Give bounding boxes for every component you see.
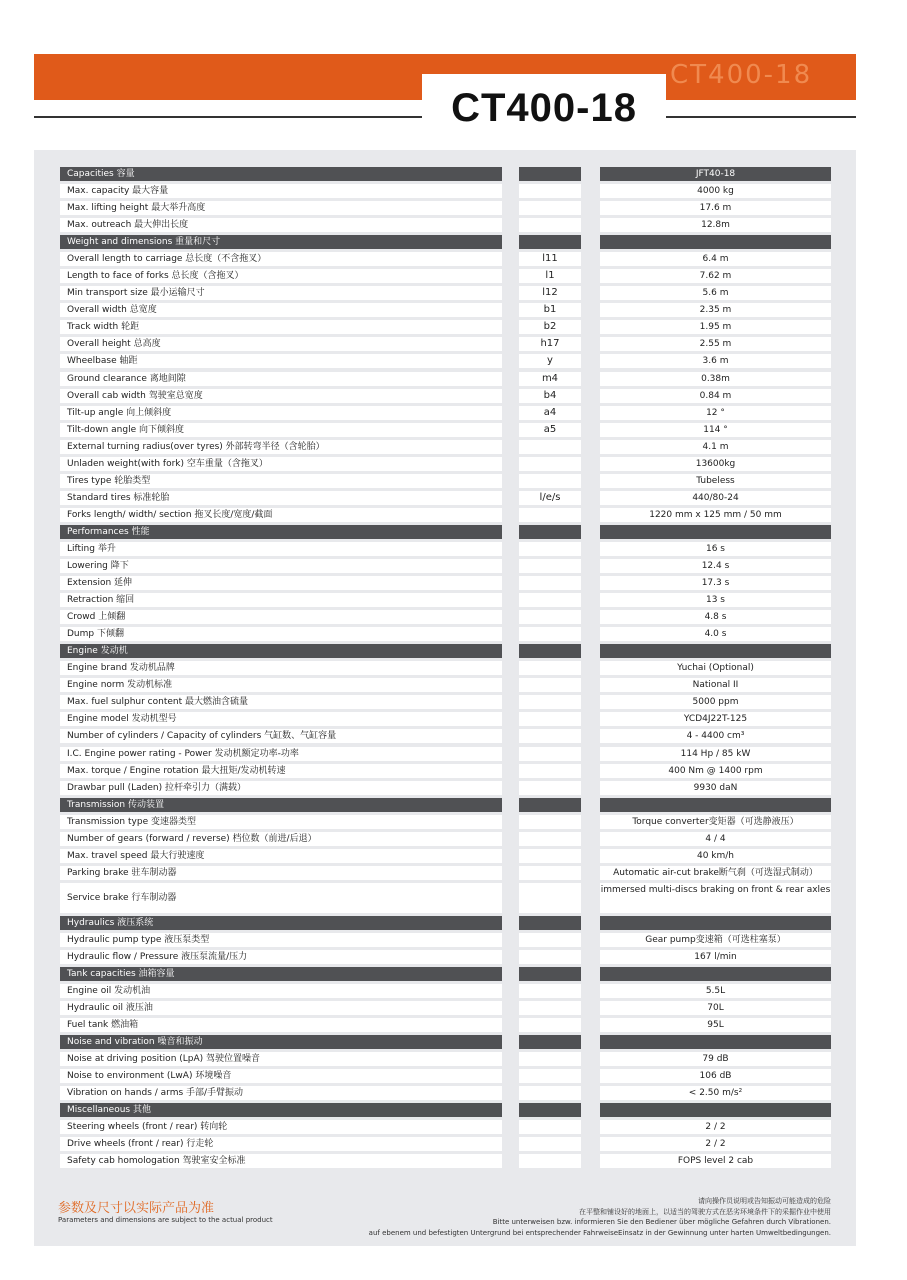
spec-value: 6.4 m — [600, 252, 831, 266]
spec-label: Unladen weight(with fork) 空车重量（含拖叉） — [60, 457, 502, 471]
spec-row — [0, 218, 907, 232]
spec-symbol — [519, 764, 581, 778]
spec-label: Max. torque / Engine rotation 最大扭矩/发动机转速 — [60, 764, 502, 778]
spec-row — [0, 576, 907, 590]
spec-label: Ground clearance 离地间隙 — [60, 372, 502, 386]
spec-row — [0, 508, 907, 522]
spec-value: 167 l/min — [600, 950, 831, 964]
spec-row — [0, 661, 907, 675]
spec-value: 79 dB — [600, 1052, 831, 1066]
spec-row — [0, 286, 907, 300]
spec-row — [0, 627, 907, 641]
spec-symbol — [519, 866, 581, 880]
spec-row — [0, 337, 907, 351]
spec-symbol — [519, 610, 581, 624]
spec-value: 95L — [600, 1018, 831, 1032]
spec-row — [0, 950, 907, 964]
spec-label: External turning radius(over tyres) 外部转弯半径（含轮胎） — [60, 440, 502, 454]
spec-row — [0, 389, 907, 403]
spec-row — [0, 815, 907, 829]
spec-value: YCD4J22T-125 — [600, 712, 831, 726]
spec-row — [0, 269, 907, 283]
section-header — [0, 235, 907, 249]
spec-row — [0, 695, 907, 709]
spec-label: Min transport size 最小运输尺寸 — [60, 286, 502, 300]
spec-value: < 2.50 m/s² — [600, 1086, 831, 1100]
spec-label: Parking brake 驻车制动器 — [60, 866, 502, 880]
spec-row — [0, 1069, 907, 1083]
section-label: Engine 发动机 — [60, 644, 502, 658]
header-ghost-model-text: CT400-18 — [670, 60, 813, 90]
spec-symbol: y — [519, 354, 581, 368]
spec-row — [0, 252, 907, 266]
spec-label: Forks length/ width/ section 拖叉长度/宽度/截面 — [60, 508, 502, 522]
spec-value: 1220 mm x 125 mm / 50 mm — [600, 508, 831, 522]
section-symbol — [519, 525, 581, 539]
spec-value: Gear pump变速箱（可选柱塞泵） — [600, 933, 831, 947]
spec-row — [0, 1018, 907, 1032]
section-value — [600, 525, 831, 539]
section-symbol — [519, 167, 581, 181]
spec-row — [0, 866, 907, 880]
spec-label: I.C. Engine power rating - Power 发动机额定功率-功率 — [60, 747, 502, 761]
spec-symbol — [519, 832, 581, 846]
footer-warning-cn-2: 在平整和铺设好的地面上，以适当的驾驶方式在恶劣环境条件下的采掘作业中使用 — [579, 1208, 831, 1216]
spec-row — [0, 559, 907, 573]
spec-value: immersed multi-discs braking on front & rear axles — [600, 883, 831, 913]
spec-row — [0, 678, 907, 692]
spec-symbol — [519, 1052, 581, 1066]
spec-label: Number of cylinders / Capacity of cylinders 气缸数、气缸容量 — [60, 729, 502, 743]
spec-value: 13 s — [600, 593, 831, 607]
spec-symbol — [519, 849, 581, 863]
section-symbol — [519, 1035, 581, 1049]
spec-label: Crowd 上倾翻 — [60, 610, 502, 624]
spec-label: Engine norm 发动机标准 — [60, 678, 502, 692]
spec-symbol — [519, 218, 581, 232]
spec-row — [0, 610, 907, 624]
spec-row — [0, 933, 907, 947]
spec-row — [0, 1001, 907, 1015]
spec-value: 16 s — [600, 542, 831, 556]
spec-label: Standard tires 标准轮胎 — [60, 491, 502, 505]
section-label: Hydraulics 液压系统 — [60, 916, 502, 930]
spec-row — [0, 423, 907, 437]
spec-value: Tubeless — [600, 474, 831, 488]
spec-symbol: l12 — [519, 286, 581, 300]
spec-value: 9930 daN — [600, 781, 831, 795]
spec-label: Service brake 行车制动器 — [60, 883, 502, 913]
spec-value: National II — [600, 678, 831, 692]
spec-row — [0, 1137, 907, 1151]
spec-row — [0, 1154, 907, 1168]
spec-row — [0, 729, 907, 743]
spec-row — [0, 354, 907, 368]
spec-row — [0, 832, 907, 846]
spec-row — [0, 372, 907, 386]
section-symbol — [519, 798, 581, 812]
section-value — [600, 798, 831, 812]
spec-label: Number of gears (forward / reverse) 档位数（前进/后退） — [60, 832, 502, 846]
spec-label: Transmission type 变速器类型 — [60, 815, 502, 829]
spec-symbol — [519, 883, 581, 913]
section-value — [600, 1103, 831, 1117]
spec-row — [0, 303, 907, 317]
spec-label: Dump 下倾翻 — [60, 627, 502, 641]
spec-value: 0.84 m — [600, 389, 831, 403]
spec-label: Engine model 发动机型号 — [60, 712, 502, 726]
section-label: Noise and vibration 噪音和振动 — [60, 1035, 502, 1049]
spec-symbol — [519, 184, 581, 198]
spec-value: 400 Nm @ 1400 rpm — [600, 764, 831, 778]
spec-symbol: b2 — [519, 320, 581, 334]
spec-label: Max. travel speed 最大行驶速度 — [60, 849, 502, 863]
spec-value: 114 Hp / 85 kW — [600, 747, 831, 761]
spec-row — [0, 781, 907, 795]
spec-value: 4 / 4 — [600, 832, 831, 846]
section-value: JFT40-18 — [600, 167, 831, 181]
spec-label: Hydraulic pump type 液压泵类型 — [60, 933, 502, 947]
spec-symbol — [519, 695, 581, 709]
section-header — [0, 167, 907, 181]
section-symbol — [519, 916, 581, 930]
spec-row — [0, 764, 907, 778]
spec-label: Fuel tank 燃油箱 — [60, 1018, 502, 1032]
spec-label: Tires type 轮胎类型 — [60, 474, 502, 488]
section-symbol — [519, 235, 581, 249]
spec-value: 440/80-24 — [600, 491, 831, 505]
spec-symbol — [519, 559, 581, 573]
spec-label: Noise at driving position (LpA) 驾驶位置噪音 — [60, 1052, 502, 1066]
section-header — [0, 967, 907, 981]
footer-note-en: Parameters and dimensions are subject to the actual product — [58, 1216, 273, 1224]
spec-value: 2 / 2 — [600, 1120, 831, 1134]
spec-value: 4.1 m — [600, 440, 831, 454]
spec-symbol: b1 — [519, 303, 581, 317]
spec-row — [0, 712, 907, 726]
footer-warning-cn-1: 请向操作员说明或告知振动可能造成的危险 — [698, 1197, 831, 1205]
spec-symbol — [519, 1069, 581, 1083]
spec-value: 5000 ppm — [600, 695, 831, 709]
spec-row — [0, 457, 907, 471]
spec-row — [0, 1120, 907, 1134]
spec-symbol: l1 — [519, 269, 581, 283]
spec-symbol — [519, 781, 581, 795]
spec-symbol — [519, 1001, 581, 1015]
spec-value: FOPS level 2 cab — [600, 1154, 831, 1168]
spec-symbol — [519, 815, 581, 829]
spec-label: Noise to environment (LwA) 环境噪音 — [60, 1069, 502, 1083]
section-header — [0, 798, 907, 812]
spec-label: Track width 轮距 — [60, 320, 502, 334]
spec-symbol — [519, 1086, 581, 1100]
spec-value: 2 / 2 — [600, 1137, 831, 1151]
spec-symbol: m4 — [519, 372, 581, 386]
spec-symbol — [519, 627, 581, 641]
spec-symbol — [519, 593, 581, 607]
section-label: Tank capacities 油箱容量 — [60, 967, 502, 981]
spec-row — [0, 491, 907, 505]
spec-symbol — [519, 440, 581, 454]
spec-row — [0, 849, 907, 863]
section-value — [600, 1035, 831, 1049]
spec-value: 106 dB — [600, 1069, 831, 1083]
title-rule-left — [34, 116, 422, 118]
spec-symbol — [519, 678, 581, 692]
spec-value: 114 ° — [600, 423, 831, 437]
spec-label: Max. lifting height 最大举升高度 — [60, 201, 502, 215]
spec-label: Steering wheels (front / rear) 转向轮 — [60, 1120, 502, 1134]
spec-label: Overall width 总宽度 — [60, 303, 502, 317]
spec-symbol — [519, 542, 581, 556]
section-header — [0, 1035, 907, 1049]
spec-symbol — [519, 457, 581, 471]
spec-label: Overall height 总高度 — [60, 337, 502, 351]
spec-label: Vibration on hands / arms 手部/手臂振动 — [60, 1086, 502, 1100]
section-label: Transmission 传动装置 — [60, 798, 502, 812]
spec-symbol — [519, 1120, 581, 1134]
spec-symbol — [519, 1137, 581, 1151]
spec-symbol — [519, 1154, 581, 1168]
spec-row — [0, 184, 907, 198]
footer-warning-de-2: auf ebenem und befestigten Untergrund bei entsprechender FahrweiseEinsatz in der Gewinnung unter harten Umweltbedingungen. — [368, 1229, 831, 1237]
spec-value: 7.62 m — [600, 269, 831, 283]
spec-label: Max. outreach 最大伸出长度 — [60, 218, 502, 232]
footer-warning-de-1: Bitte unterweisen bzw. informieren Sie den Bediener über mögliche Gefahren durch Vibrationen. — [492, 1218, 831, 1226]
page-title: CT400-18 — [451, 86, 637, 130]
section-value — [600, 235, 831, 249]
spec-row — [0, 320, 907, 334]
spec-label: Max. fuel sulphur content 最大燃油含硫量 — [60, 695, 502, 709]
section-symbol — [519, 1103, 581, 1117]
spec-label: Drawbar pull (Laden) 拉杆牵引力（满载） — [60, 781, 502, 795]
spec-symbol — [519, 1018, 581, 1032]
spec-value: 4 - 4400 cm³ — [600, 729, 831, 743]
spec-label: Lifting 举升 — [60, 542, 502, 556]
spec-symbol: h17 — [519, 337, 581, 351]
spec-symbol — [519, 661, 581, 675]
spec-label: Hydraulic oil 液压油 — [60, 1001, 502, 1015]
spec-row — [0, 406, 907, 420]
section-label: Miscellaneous 其他 — [60, 1103, 502, 1117]
spec-value: 2.35 m — [600, 303, 831, 317]
spec-symbol — [519, 984, 581, 998]
spec-symbol: l/e/s — [519, 491, 581, 505]
section-header — [0, 1103, 907, 1117]
spec-value: 5.6 m — [600, 286, 831, 300]
spec-value: 17.3 s — [600, 576, 831, 590]
section-value — [600, 916, 831, 930]
section-symbol — [519, 967, 581, 981]
spec-row — [0, 1086, 907, 1100]
spec-symbol — [519, 933, 581, 947]
spec-value: 2.55 m — [600, 337, 831, 351]
section-header — [0, 644, 907, 658]
spec-label: Length to face of forks 总长度（含拖叉） — [60, 269, 502, 283]
spec-value: 17.6 m — [600, 201, 831, 215]
spec-symbol — [519, 950, 581, 964]
spec-label: Drive wheels (front / rear) 行走轮 — [60, 1137, 502, 1151]
spec-value: 3.6 m — [600, 354, 831, 368]
section-label: Weight and dimensions 重量和尺寸 — [60, 235, 502, 249]
spec-value: 12 ° — [600, 406, 831, 420]
spec-value: 12.4 s — [600, 559, 831, 573]
section-symbol — [519, 644, 581, 658]
spec-label: Wheelbase 轴距 — [60, 354, 502, 368]
spec-value: 0.38m — [600, 372, 831, 386]
spec-symbol: a5 — [519, 423, 581, 437]
spec-row — [0, 984, 907, 998]
spec-label: Safety cab homologation 驾驶室安全标准 — [60, 1154, 502, 1168]
spec-value: 4000 kg — [600, 184, 831, 198]
spec-symbol — [519, 747, 581, 761]
section-header — [0, 916, 907, 930]
spec-value: 12.8m — [600, 218, 831, 232]
spec-row — [0, 883, 907, 913]
spec-label: Extension 延伸 — [60, 576, 502, 590]
spec-symbol — [519, 712, 581, 726]
spec-symbol: a4 — [519, 406, 581, 420]
spec-label: Overall length to carriage 总长度（不含拖叉） — [60, 252, 502, 266]
spec-row — [0, 1052, 907, 1066]
spec-value: Automatic air-cut brake断气刹（可选湿式制动） — [600, 866, 831, 880]
section-label: Performances 性能 — [60, 525, 502, 539]
spec-value: 4.0 s — [600, 627, 831, 641]
spec-value: 5.5L — [600, 984, 831, 998]
section-value — [600, 967, 831, 981]
spec-row — [0, 593, 907, 607]
spec-label: Engine brand 发动机品牌 — [60, 661, 502, 675]
spec-symbol: l11 — [519, 252, 581, 266]
spec-label: Lowering 降下 — [60, 559, 502, 573]
spec-symbol — [519, 508, 581, 522]
spec-label: Tilt-up angle 向上倾斜度 — [60, 406, 502, 420]
spec-symbol — [519, 201, 581, 215]
spec-symbol — [519, 729, 581, 743]
spec-value: 4.8 s — [600, 610, 831, 624]
spec-value: 70L — [600, 1001, 831, 1015]
section-value — [600, 644, 831, 658]
spec-value: 13600kg — [600, 457, 831, 471]
spec-symbol — [519, 576, 581, 590]
title-rule-right — [666, 116, 856, 118]
spec-value: 40 km/h — [600, 849, 831, 863]
spec-symbol: b4 — [519, 389, 581, 403]
spec-label: Hydraulic flow / Pressure 液压泵流量/压力 — [60, 950, 502, 964]
spec-row — [0, 542, 907, 556]
spec-value: Yuchai (Optional) — [600, 661, 831, 675]
spec-row — [0, 201, 907, 215]
section-header — [0, 525, 907, 539]
spec-value: Torque converter变矩器（可选静液压） — [600, 815, 831, 829]
spec-row — [0, 747, 907, 761]
spec-row — [0, 440, 907, 454]
spec-value: 1.95 m — [600, 320, 831, 334]
spec-symbol — [519, 474, 581, 488]
spec-label: Tilt-down angle 向下倾斜度 — [60, 423, 502, 437]
footer-note-cn: 参数及尺寸以实际产品为准 — [58, 1201, 215, 1216]
spec-label: Overall cab width 驾驶室总宽度 — [60, 389, 502, 403]
spec-label: Max. capacity 最大容量 — [60, 184, 502, 198]
spec-row — [0, 474, 907, 488]
spec-label: Engine oil 发动机油 — [60, 984, 502, 998]
section-label: Capacities 容量 — [60, 167, 502, 181]
spec-label: Retraction 缩回 — [60, 593, 502, 607]
